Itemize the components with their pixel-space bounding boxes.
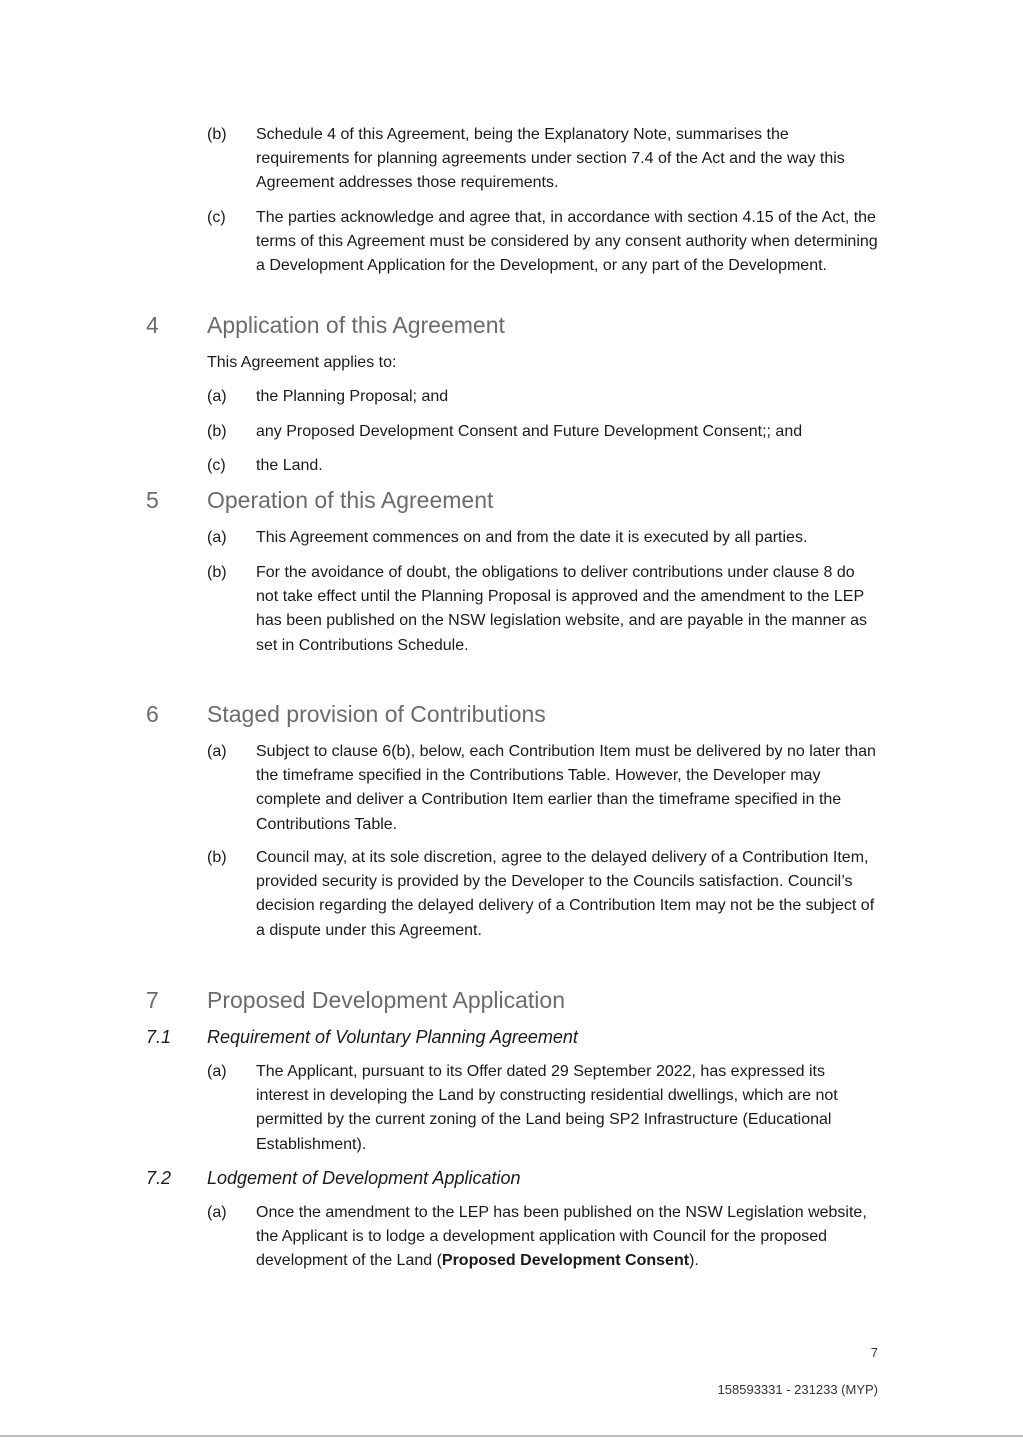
clause-text: For the avoidance of doubt, the obligations to deliver contributions under clause 8 do not take effect until the Planning Proposal is approved and the amendment to the LEP has been published on the NSW legislation website, and are payable in the manner as set in Contributions Schedule. <box>256 564 868 654</box>
clause-text: the Land. <box>256 457 323 474</box>
clause-text: This Agreement commences on and from the date it is executed by all parties. <box>256 529 808 546</box>
section-title: Application of this Agreement <box>207 312 505 338</box>
clause-label: (a) <box>207 1204 227 1221</box>
section-title: Proposed Development Application <box>207 987 566 1013</box>
defined-term: Proposed Development Consent <box>441 1252 690 1270</box>
document-reference: 158593331 - 231233 (MYP) <box>717 1382 878 1397</box>
clause-label: (a) <box>207 529 227 546</box>
clause-text: Subject to clause 6(b), below, each Contribution Item must be delivered by no later than the timeframe specified in the Contributions Table. However, the Developer may complete and deliver a Contribution Item earlier than the timeframe specified in the Contributions Table. <box>256 743 876 833</box>
clause-text: The parties acknowledge and agree that, in accordance with section 4.15 of the Act, the terms of this Agreement must be considered by any consent authority when determining a Development Application for the Development, or any part of the Development. <box>256 209 878 275</box>
subsection-number: 7.1 <box>146 1027 172 1047</box>
section-number: 4 <box>146 312 159 338</box>
clause-label: (a) <box>207 1063 227 1080</box>
clause-label: (c) <box>207 209 226 226</box>
clause-text-before: Once the amendment to the LEP has been published on the NSW Legislation website, the Applicant is to lodge a development application with Council for the proposed development of the Land ( <box>256 1204 867 1270</box>
clause-text: Council may, at its sole discretion, agree to the delayed delivery of a Contribution Item, provided security is provided by the Developer to the Councils satisfaction. Council’s decision regarding the delayed delivery of a Contribution Item may not be the subject of a dispute under this Agreement. <box>256 849 875 939</box>
clause-label: (b) <box>207 423 227 440</box>
subsection-title: Requirement of Voluntary Planning Agreement <box>207 1027 578 1047</box>
section-number: 5 <box>146 487 159 513</box>
clause-label: (a) <box>207 388 227 405</box>
clause-text: The Applicant, pursuant to its Offer dated 29 September 2022, has expressed its interest in developing the Land by constructing residential dwellings, which are not permitted by the current zoning of the Land being SP2 Infrastructure (Educational Establishment). <box>256 1063 838 1153</box>
clause-text: any Proposed Development Consent and Future Development Consent;; and <box>256 423 803 440</box>
clause-label: (b) <box>207 126 227 143</box>
clause-label: (c) <box>207 457 226 474</box>
section-number: 7 <box>146 987 159 1013</box>
page-number: 7 <box>870 1345 878 1360</box>
subsection-title: Lodgement of Development Application <box>207 1168 521 1188</box>
section-title: Staged provision of Contributions <box>207 701 546 727</box>
subsection-number: 7.2 <box>146 1168 172 1188</box>
page-bottom-divider <box>0 1435 1023 1437</box>
clause-label: (b) <box>207 564 227 581</box>
clause-label: (a) <box>207 743 227 760</box>
clause-label: (b) <box>207 849 227 866</box>
section-number: 6 <box>146 701 159 727</box>
clause-text: the Planning Proposal; and <box>256 388 449 405</box>
clause-text: Schedule 4 of this Agreement, being the Explanatory Note, summarises the requirements for planning agreements under section 7.4 of the Act and the way this Agreement addresses those requirements. <box>256 126 845 192</box>
section-4-intro: This Agreement applies to: <box>207 354 397 371</box>
clause-text <box>256 1201 881 1274</box>
section-title: Operation of this Agreement <box>207 487 494 513</box>
clause-text-after: ). <box>689 1252 699 1270</box>
